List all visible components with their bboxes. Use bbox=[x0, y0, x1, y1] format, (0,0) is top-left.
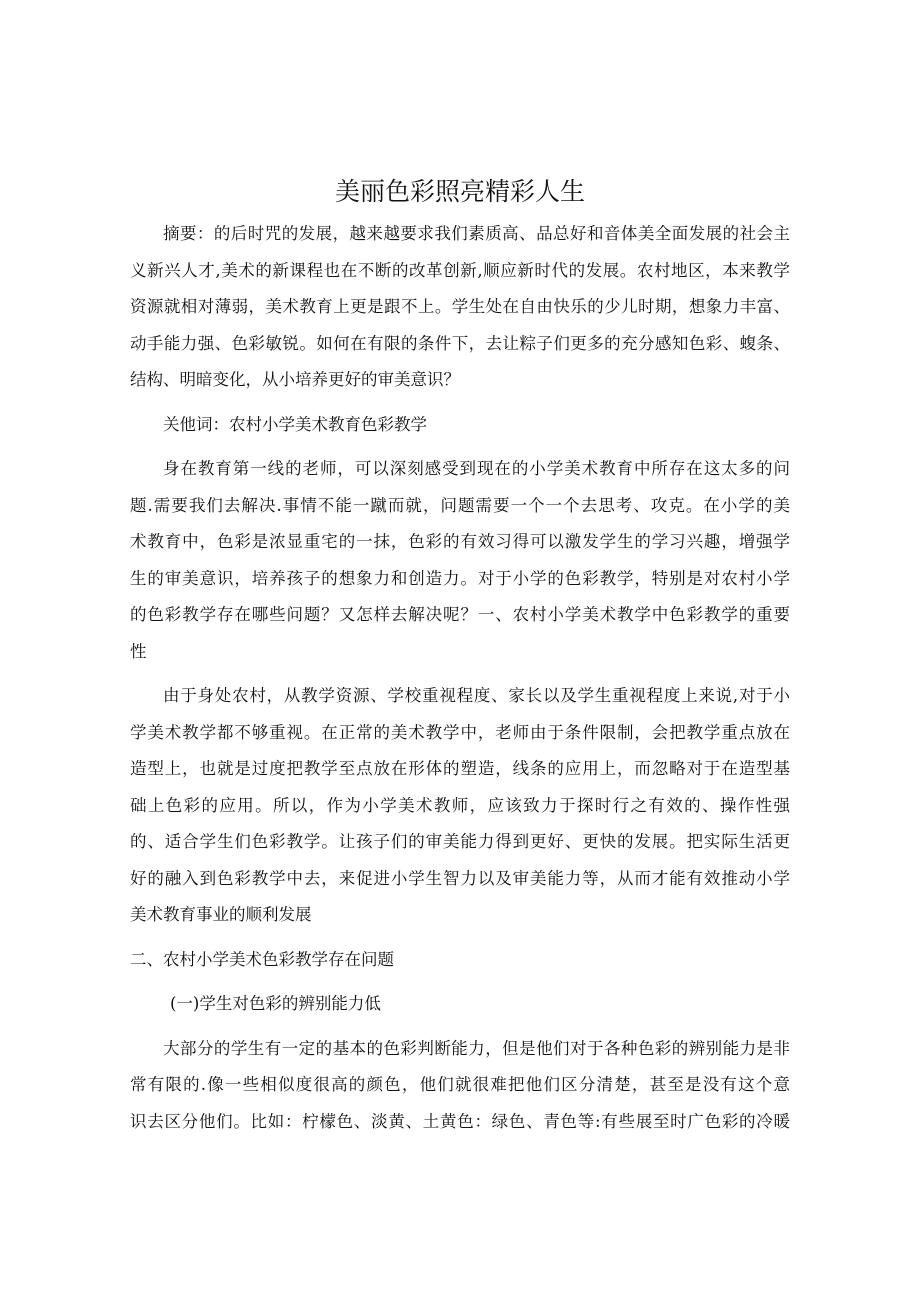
text-line: 资源就相对薄弱，美术教育上更是跟不上。学生处在自由快乐的少儿时期，想象力丰富、 bbox=[130, 297, 790, 316]
keywords-line: 关他词：农村小学美术教育色彩教学 bbox=[163, 414, 427, 434]
text-line: 生的审美意识，培养孩子的想象力和创造力。对于小学的色彩教学，特别是对农村小学 bbox=[130, 568, 790, 588]
text-line: 大部分的学生有一定的基本的色彩判断能力，但是他们对于各种色彩的辨别能力是非 bbox=[163, 1038, 790, 1058]
text-line: 常有限的.像一些相似度很高的颜色，他们就很难把他们区分清楚，甚至是没有这个意 bbox=[130, 1075, 790, 1094]
text-line: 造型上，也就是过度把教学至点放在形体的塑造，线条的应用上，而忽略对于在造型基 bbox=[130, 759, 790, 778]
text-line: 动手能力强、色彩敏锐。如何在有限的条件下，去让粽子们更多的充分感知色彩、蝮条、 bbox=[130, 333, 790, 353]
text-line: 结构、明暗变化，从小培养更好的审美意识？ bbox=[130, 370, 460, 389]
body-paragraph bbox=[130, 1031, 790, 1141]
document-title: 美丽色彩照亮精彩人生 bbox=[334, 177, 585, 206]
body-paragraph bbox=[130, 678, 790, 934]
text-line: 美术教育事业的顺利发展 bbox=[130, 905, 312, 924]
document-body bbox=[130, 216, 790, 1140]
text-line: 性 bbox=[130, 641, 147, 661]
text-line: 好的融入到色彩教学中去，来促进小学生智力以及审美能力等，从而才能有效推动小学 bbox=[130, 868, 790, 888]
text-line: 学美术教学都不够重视。在正常的美术教学中，老师由于条件限制，会把教学重点放在 bbox=[130, 722, 790, 742]
text-line: 身在教育第一线的老师，可以深刻感受到现在的小学美术教育中所存在这太多的问 bbox=[163, 459, 790, 478]
text-line: 的、适合学生们色彩教学。让孩子们的审美能力得到更好、更快的发展。把实际生活更 bbox=[130, 832, 790, 851]
subsection-heading: (一)学生对色彩的辨别能力低 bbox=[170, 994, 381, 1013]
body-paragraph bbox=[130, 451, 790, 670]
text-line: 础上色彩的应用。所以，作为小学美术教师，应该致力于探时行之有效的、操作性强 bbox=[130, 795, 790, 815]
section-heading: 二、农村小学美术色彩教学存在问题 bbox=[130, 949, 394, 969]
text-line: 义新兴人才,美术的新课程也在不断的改革创新,顺应新时代的发展。农村地区，本来教学 bbox=[130, 260, 790, 280]
text-line: 识去区分他们。比如：柠檬色、淡黄、土黄色：绿色、青色等:有些展至时广色彩的冷暖 bbox=[130, 1111, 790, 1131]
text-line: 题.需要我们去解决.事情不能一蹴而就，问题需要一个一个去思考、攻克。在小学的美 bbox=[130, 495, 790, 515]
text-line: 由于身处农村，从教学资源、学校重视程度、家长以及学生重视程度上来说,对于小 bbox=[163, 686, 790, 705]
text-line: 术教育中，色彩是浓显重宅的一抹，色彩的有效习得可以激发学生的学习兴趣，增强学 bbox=[130, 532, 790, 551]
abstract-paragraph bbox=[130, 216, 790, 399]
text-line: 的色彩教学存在哪些问题？又怎样去解决呢？一、农村小学美术教学中色彩教学的重要 bbox=[130, 605, 790, 624]
text-line: 摘要：的后时咒的发展，越来越要求我们素质高、品总好和音体美全面发展的社会主 bbox=[163, 224, 790, 243]
